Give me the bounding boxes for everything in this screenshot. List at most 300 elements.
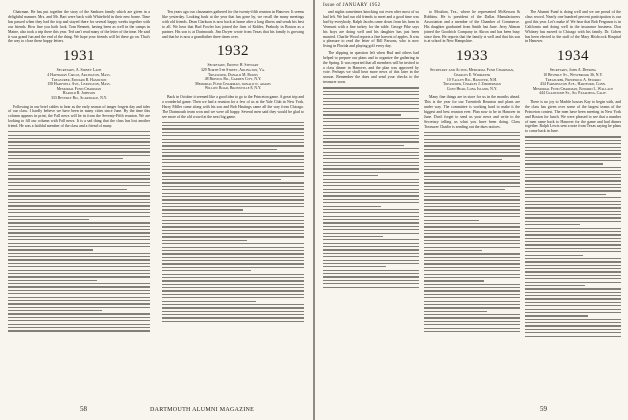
text-line <box>162 152 304 153</box>
text-line <box>162 132 304 133</box>
address-line: 329 North 5th Street, Arlington, Va. <box>200 68 265 73</box>
text-line <box>525 143 621 144</box>
class-year-heading: 1932 <box>217 43 249 60</box>
text-line <box>424 284 520 285</box>
left-page <box>0 0 313 420</box>
text-line <box>8 320 150 321</box>
text-line <box>323 98 419 99</box>
text-line <box>424 253 520 254</box>
text-line <box>525 265 621 266</box>
text-line <box>323 114 401 115</box>
text-line <box>323 233 419 234</box>
text-line <box>424 220 479 221</box>
text-line <box>525 298 621 299</box>
text-line <box>424 301 520 302</box>
text-line <box>323 168 419 169</box>
text-line <box>525 231 621 232</box>
text-line <box>424 240 520 241</box>
text-line <box>424 297 520 298</box>
text-line <box>424 169 520 170</box>
text-line <box>323 270 419 271</box>
text-line <box>525 184 621 185</box>
column-3 <box>323 10 419 398</box>
text-line <box>525 163 603 164</box>
treasurer-line: Treasurer, Frederick A. Seward <box>545 77 601 82</box>
text-line <box>8 141 150 142</box>
column-1 <box>8 10 150 398</box>
address-line: 4 Hathaway Circle, Arlington, Mass. <box>47 72 111 77</box>
text-line <box>424 149 520 150</box>
text-line <box>525 174 621 175</box>
text-line <box>323 199 419 200</box>
text-line <box>525 251 621 252</box>
column-text: Ten years ago our classmates gathered for the twenty-fifth reunion in Hanover. It seems like yesterday. Looking back at the year that has gone by, we recall the many meetings with old friends. Dean Clarkson is now back at home after a long illness and sends his best to all. We hear that Bud Fowler has joined the firm of Kidder, Peabody in Boston as a partner. His son is at Dartmouth. Jim Dwyer wrote from Texas that his family is growing and that he is now a grandfather three times over. <box>162 10 304 39</box>
text-lines-filler <box>8 131 150 331</box>
address-line: 48 Bristol Rd., Garden City, N.Y. <box>204 77 262 82</box>
text-line <box>323 118 419 119</box>
text-line <box>424 290 520 291</box>
text-line <box>323 145 404 146</box>
text-line <box>323 192 419 193</box>
text-line <box>323 111 419 112</box>
text-line <box>525 302 621 303</box>
text-line <box>525 228 621 229</box>
text-line <box>525 258 621 259</box>
text-line <box>424 176 520 177</box>
text-line <box>323 236 383 237</box>
text-line <box>162 226 304 227</box>
text-line <box>8 276 150 277</box>
text-line <box>8 178 150 179</box>
text-line <box>525 197 621 198</box>
class-officers <box>424 68 520 91</box>
text-line <box>323 202 419 203</box>
column-text: The slipping in question left when Bud and others had helped to prepare our plans and to organize the gathering in the Spring. It was reported that all members will be invited to a class dinner in Hanover, and the plan was approved by vote. Perhaps we shall hear more news of this later in the season. Remember the dues and send your checks to the treasurer soon. <box>323 50 419 85</box>
text-line <box>525 261 621 262</box>
text-line <box>323 206 381 207</box>
column-2 <box>162 10 304 398</box>
text-line <box>8 324 150 325</box>
text-line <box>8 185 150 186</box>
text-line <box>162 169 304 170</box>
text-line <box>8 317 150 318</box>
text-line <box>162 216 304 217</box>
column-text: Many fine things are in store for us in the months ahead. This is the year for our Twentieth Reunion and plans are under way. The committee is working hard to make it the biggest and best reunion ever. Plan now to be in Hanover in June. Don't forget to send us your news and write to the Secretary telling us what you have been doing. Class Treasurer Charlie is sending out the dues notices. <box>424 95 520 129</box>
text-line <box>8 327 150 328</box>
text-line <box>424 280 484 281</box>
text-line <box>162 193 304 194</box>
text-line <box>525 305 621 306</box>
text-line <box>8 259 150 260</box>
text-line <box>323 256 419 257</box>
text-line <box>162 270 251 271</box>
text-line <box>525 160 621 161</box>
text-line <box>8 232 150 233</box>
text-line <box>525 248 621 249</box>
text-line <box>424 159 502 160</box>
fund-name-line: Harold R. Johnson <box>62 91 96 96</box>
text-line <box>424 324 520 325</box>
text-line <box>8 313 150 314</box>
text-line <box>8 182 150 183</box>
text-line <box>8 202 150 203</box>
text-line <box>162 311 304 312</box>
text-line <box>525 275 621 276</box>
page-number: 58 <box>80 405 87 413</box>
text-line <box>525 207 621 208</box>
text-line <box>424 152 520 153</box>
text-line <box>8 131 150 132</box>
text-line <box>424 236 520 237</box>
text-line <box>8 151 150 152</box>
text-line <box>424 193 520 194</box>
text-line <box>8 175 150 176</box>
address-line: 10 Valley Rd., Hanover, N.H. <box>446 77 498 82</box>
page-number: 59 <box>540 405 547 413</box>
text-line <box>162 199 304 200</box>
text-line <box>424 142 520 143</box>
text-line <box>525 234 621 235</box>
text-line <box>424 307 520 308</box>
text-line <box>525 214 621 215</box>
text-line <box>424 189 505 190</box>
text-line <box>8 236 150 237</box>
text-line <box>424 145 520 146</box>
text-line <box>162 139 304 140</box>
text-line <box>162 135 304 136</box>
text-line <box>8 307 150 308</box>
text-line <box>424 179 520 180</box>
text-line <box>162 223 304 224</box>
class-year-heading: 1934 <box>557 48 589 65</box>
text-line <box>525 244 621 245</box>
text-line <box>323 276 419 277</box>
text-line <box>8 263 150 264</box>
text-line <box>525 221 621 222</box>
text-line <box>323 253 419 254</box>
text-line <box>162 297 304 298</box>
text-line <box>424 216 520 217</box>
secretary-line: Secretary and Acting Memorial Fund Chairman, Charles E. Widmayer <box>430 68 514 77</box>
text-line <box>162 287 304 288</box>
text-line <box>525 224 580 225</box>
text-line <box>424 203 520 204</box>
text-line <box>162 203 304 204</box>
text-line <box>323 216 419 217</box>
text-line <box>424 139 520 140</box>
text-line <box>8 199 150 200</box>
text-line <box>8 253 150 254</box>
text-line <box>525 177 621 178</box>
text-line <box>323 101 419 102</box>
text-line <box>424 206 520 207</box>
address-line: 10 Beverly St., Westbrook 36, N.Y. <box>543 72 603 77</box>
text-line <box>8 155 150 156</box>
text-line <box>323 128 419 129</box>
text-line <box>525 271 621 272</box>
address-line: Willow Road, Bronxville 8, N.Y. <box>204 86 262 91</box>
column-5 <box>525 10 621 398</box>
text-line <box>323 141 419 142</box>
text-line <box>525 309 621 310</box>
text-lines-filler <box>162 122 304 322</box>
text-line <box>8 303 150 304</box>
text-line <box>424 274 520 275</box>
column-text: There is no joy to Marble houses Kay to begin with, and the class has given over some of the largest teams of the Princeton contest. The men have been meeting in New York and Boston for lunch. We were pleased to see that a number of men came back to Hanover for the game and had dinner together. Ralph Lewis sent a note from Texas saying he plans to come back in June. <box>525 99 621 134</box>
column-text: Back in October it seemed like a good idea to go to the Princeton game. A great trip and a wonderful game. Then we had a reunion for a few of us at the Yale Club in New York. Harry Miller came along with his son and Bob Hastings came all the way from Chicago. The Dartmouth team won and we were all happy. Several men said they would be glad to see more of the old crowd at the next big game. <box>162 95 304 119</box>
text-line <box>323 239 419 240</box>
text-line <box>162 196 304 197</box>
text-line <box>8 249 93 250</box>
text-line <box>8 135 150 136</box>
text-line <box>162 240 247 241</box>
text-line <box>162 247 304 248</box>
text-line <box>424 321 520 322</box>
class-year-heading: 1933 <box>456 48 488 65</box>
text-line <box>8 330 150 331</box>
text-line <box>323 148 419 149</box>
text-line <box>323 287 419 288</box>
text-line <box>8 293 150 294</box>
text-line <box>162 267 304 268</box>
text-line <box>8 168 150 169</box>
fund-chairman-line: Memorial Fund Chairman, donald w. adams <box>195 81 271 86</box>
text-line <box>424 270 520 271</box>
text-line <box>323 131 419 132</box>
class-officers <box>525 68 621 96</box>
text-line <box>162 186 304 187</box>
text-line <box>525 325 621 326</box>
text-line <box>162 307 304 308</box>
column-text: to Moulton, Tex., where he represented McKesson & Robbins. He is president of the Dallas Manufacturers Association and a member of the Chamber of Commerce. His daughter graduated from Smith last June. Jerry Altman joined the Goodrich Company in Akron and has been busy since then. He reports that the family is well and that his son is at school in New Hampshire. <box>424 10 520 44</box>
text-lines-filler <box>424 132 520 332</box>
text-line <box>424 311 487 312</box>
text-line <box>8 216 150 217</box>
text-line <box>162 236 304 237</box>
text-line <box>525 329 621 330</box>
text-line <box>323 219 419 220</box>
text-line <box>323 172 419 173</box>
text-line <box>162 159 304 160</box>
text-line <box>424 277 520 278</box>
text-line <box>323 158 419 159</box>
text-line <box>525 217 621 218</box>
text-line <box>424 314 520 315</box>
text-line <box>424 182 520 183</box>
text-line <box>525 315 588 316</box>
text-line <box>323 209 419 210</box>
text-line <box>525 268 621 269</box>
text-line <box>8 158 123 159</box>
text-line <box>162 179 281 180</box>
secretary-line: Secretary, John A. Deering <box>549 68 597 73</box>
text-line <box>8 205 150 206</box>
text-line <box>323 135 419 136</box>
text-line <box>424 331 520 332</box>
text-line <box>424 196 520 197</box>
text-line <box>162 304 304 305</box>
text-line <box>8 300 150 301</box>
text-line <box>162 230 304 231</box>
text-line <box>525 136 621 137</box>
text-line <box>323 263 419 264</box>
text-line <box>424 243 520 244</box>
class-officers <box>8 68 150 100</box>
text-line <box>162 284 304 285</box>
column-4 <box>424 10 520 398</box>
text-line <box>323 182 419 183</box>
text-line <box>162 206 304 207</box>
text-line <box>323 87 419 88</box>
text-line <box>323 229 419 230</box>
text-line <box>162 162 304 163</box>
text-line <box>162 314 304 315</box>
text-line <box>525 167 621 168</box>
text-line <box>323 121 419 122</box>
text-line <box>323 249 419 250</box>
text-line <box>162 260 304 261</box>
magazine-footer: DARTMOUTH ALUMNI MAGAZINE <box>150 407 255 413</box>
column-text: Chairman. He has put together the story of the Sanborn family which are given in a delightful manner. Mrs. and Mr. Bart were back with Whitefield in their new home. Time has passed when they had the trip and stayed there for several happy weeks together with our friends. How fine you both look. Tom Bennett, having been as well in the camps in Maine, also took a trip there this year. Ted can't read many of the letter of the time. He said it was grand fun and the end of the thing. We hope your friends will let these go on. That's the way to close these happy letters. <box>8 10 150 44</box>
fund-chairman-line: Memorial Fund Chairman <box>56 86 102 91</box>
text-line <box>424 267 520 268</box>
text-line <box>424 230 520 231</box>
text-line <box>323 246 419 247</box>
text-line <box>323 280 419 281</box>
treasurer-line: Treasurer, Charles J. Zimmerman <box>443 82 501 87</box>
text-line <box>424 250 482 251</box>
text-line <box>162 176 304 177</box>
text-lines-filler <box>525 136 621 336</box>
text-line <box>8 209 150 210</box>
text-line <box>8 283 150 284</box>
text-line <box>525 295 621 296</box>
fund-chairman-line: Memorial Fund Chairman, Edward L. Wallace <box>532 86 614 91</box>
text-line <box>323 283 419 284</box>
text-line <box>162 220 304 221</box>
text-line <box>424 247 520 248</box>
treasurer-line: Treasurer, Donald M. Burns <box>208 72 258 77</box>
text-line <box>525 292 621 293</box>
text-line <box>323 175 378 176</box>
text-line <box>424 213 520 214</box>
text-line <box>323 212 419 213</box>
text-line <box>424 223 520 224</box>
text-line <box>525 336 621 337</box>
text-line <box>162 317 304 318</box>
text-line <box>424 186 520 187</box>
text-line <box>525 157 621 158</box>
text-line <box>323 162 419 163</box>
text-line <box>525 187 621 188</box>
text-line <box>424 317 520 318</box>
text-line <box>525 153 621 154</box>
text-line <box>8 239 150 240</box>
text-line <box>525 332 621 333</box>
address-line: Glen Head, Long Island, N.Y. <box>446 86 498 91</box>
text-line <box>162 277 304 278</box>
text-line <box>162 166 304 167</box>
text-lines-filler <box>323 87 419 287</box>
text-line <box>8 256 150 257</box>
text-line <box>8 310 102 311</box>
text-line <box>162 122 304 123</box>
text-line <box>323 189 419 190</box>
text-line <box>162 257 304 258</box>
text-line <box>162 250 304 251</box>
text-line <box>323 108 419 109</box>
text-line <box>323 273 419 274</box>
text-line <box>525 201 621 202</box>
text-line <box>424 233 520 234</box>
text-line <box>525 319 621 320</box>
text-line <box>8 266 150 267</box>
text-line <box>424 155 520 156</box>
secretary-line: Secretary, Ernest H. Stewart <box>207 63 259 68</box>
text-line <box>8 138 150 139</box>
text-line <box>323 226 419 227</box>
address-line: 444 Gladstone St., So. Pasadena, Calif. <box>539 91 607 96</box>
text-line <box>323 195 419 196</box>
text-line <box>525 282 621 283</box>
text-line <box>525 170 621 171</box>
text-line <box>424 260 520 261</box>
text-line <box>162 274 304 275</box>
text-line <box>8 195 150 196</box>
text-line <box>525 238 621 239</box>
text-line <box>162 253 304 254</box>
text-line <box>323 260 419 261</box>
text-line <box>525 190 621 191</box>
address-line: 150 Hartwell Ave., Lexington, Mass. <box>47 82 111 87</box>
secretary-line: Secretary, A. Sidney Lane <box>56 68 102 73</box>
issue-header: Issue of JANUARY 1952 <box>323 3 381 8</box>
text-line <box>8 280 97 281</box>
text-line <box>8 229 150 230</box>
text-line <box>525 150 621 151</box>
text-line <box>162 209 243 210</box>
text-line <box>8 145 150 146</box>
text-line <box>525 288 621 289</box>
text-line <box>323 179 419 180</box>
text-line <box>424 226 520 227</box>
text-line <box>323 165 419 166</box>
text-line <box>323 243 419 244</box>
text-line <box>424 304 520 305</box>
text-line <box>424 172 520 173</box>
text-line <box>424 263 520 264</box>
text-line <box>162 145 304 146</box>
text-line <box>323 138 419 139</box>
text-line <box>323 94 419 95</box>
text-line <box>162 301 256 302</box>
text-line <box>424 166 520 167</box>
text-line <box>162 213 304 214</box>
text-line <box>424 328 520 329</box>
text-line <box>525 140 621 141</box>
text-line <box>525 194 606 195</box>
text-line <box>8 290 150 291</box>
text-line <box>8 192 150 193</box>
right-page <box>315 0 628 420</box>
address-line: 333 Beverly Rd., Scarsdale, N.Y. <box>51 95 107 100</box>
text-line <box>8 219 89 220</box>
text-line <box>8 148 150 149</box>
text-line <box>8 270 150 271</box>
text-line <box>525 211 621 212</box>
text-line <box>323 222 419 223</box>
text-line <box>525 147 621 148</box>
